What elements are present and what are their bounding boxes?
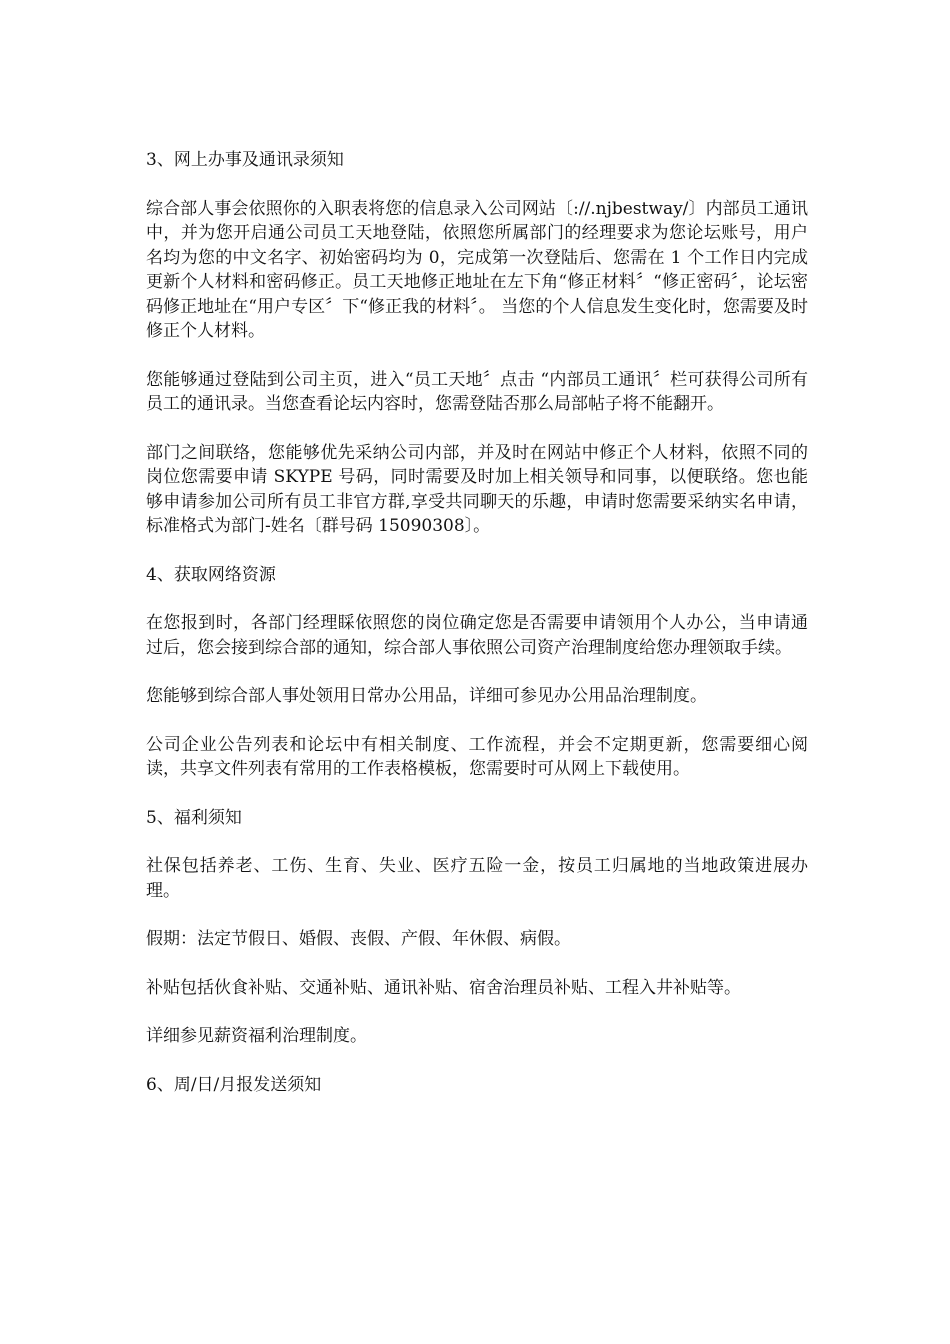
section-heading-5: 5、福利须知 xyxy=(146,807,242,828)
paragraph-announcements: 公司企业公告列表和论坛中有相关制度、工作流程，并会不定期更新，您需要细心阅读，共享文件列表有常用的工作表格模板，您需要时可从网上下载使用。 xyxy=(146,734,808,779)
section-heading-4: 4、获取网络资源 xyxy=(146,564,276,585)
paragraph-holidays: 假期：法定节假日、婚假、丧假、产假、年休假、病假。 xyxy=(146,929,571,949)
document-body xyxy=(146,148,808,1097)
paragraph-website-registration: 综合部人事会依照你的入职表将您的信息录入公司网站〔://.njbestway/〕内部员工通讯中，并为您开启通公司员工天地登陆，依照您所属部门的经理要求为您论坛账号，用户名均为您的中文名字、初始密码均为 0，完成第一次登陆后、您需在 1 个工作日内完成更新个人材料和密码修正。员工天地修正地址在左下角“修正材料〞“修正密码〞，论坛密码修正地址在“用户专区〞下“修正我的材料〞。 当您的个人信息发生变化时，您需要及时修正个人材料。 xyxy=(146,198,808,341)
paragraph-office-supplies: 您能够到综合部人事处领用日常办公用品，详细可参见办公用品治理制度。 xyxy=(146,686,707,706)
paragraph-allowances: 补贴包括伙食补贴、交通补贴、通讯补贴、宿舍治理员补贴、工程入井补贴等。 xyxy=(146,977,741,998)
paragraph-social-insurance: 社保包括养老、工伤、生育、失业、医疗五险一金，按员工归属地的当地政策进展办理。 xyxy=(146,856,808,901)
section-heading-6: 6、周/日/月报发送须知 xyxy=(146,1074,322,1095)
section-heading-3: 3、网上办事及通讯录须知 xyxy=(146,150,344,170)
paragraph-office-equipment: 在您报到时，各部门经理睬依照您的岗位确定您是否需要申请领用个人办公，当申请通过后，您会接到综合部的通知，综合部人事依照公司资产治理制度给您办理领取手续。 xyxy=(146,613,808,658)
paragraph-employee-directory: 您能够通过登陆到公司主页，进入“员工天地〞点击 “内部员工通讯〞栏可获得公司所有员工的通讯录。当您查看论坛内容时，您需登陆否那么局部帖子将不能翻开。 xyxy=(146,369,808,414)
paragraph-department-contact: 部门之间联络，您能够优先采纳公司内部，并及时在网站中修正个人材料，依照不同的岗位您需要申请 SKYPE 号码，同时需要及时加上相关领导和同事，以便联络。您也能够申请参加公司所有员工非官方群,享受共同聊天的乐趣，申请时您需要采纳实名申请，标准格式为部门-姓名〔群号码 15090308〕。 xyxy=(146,442,808,536)
paragraph-salary-reference: 详细参见薪资福利治理制度。 xyxy=(146,1026,367,1046)
